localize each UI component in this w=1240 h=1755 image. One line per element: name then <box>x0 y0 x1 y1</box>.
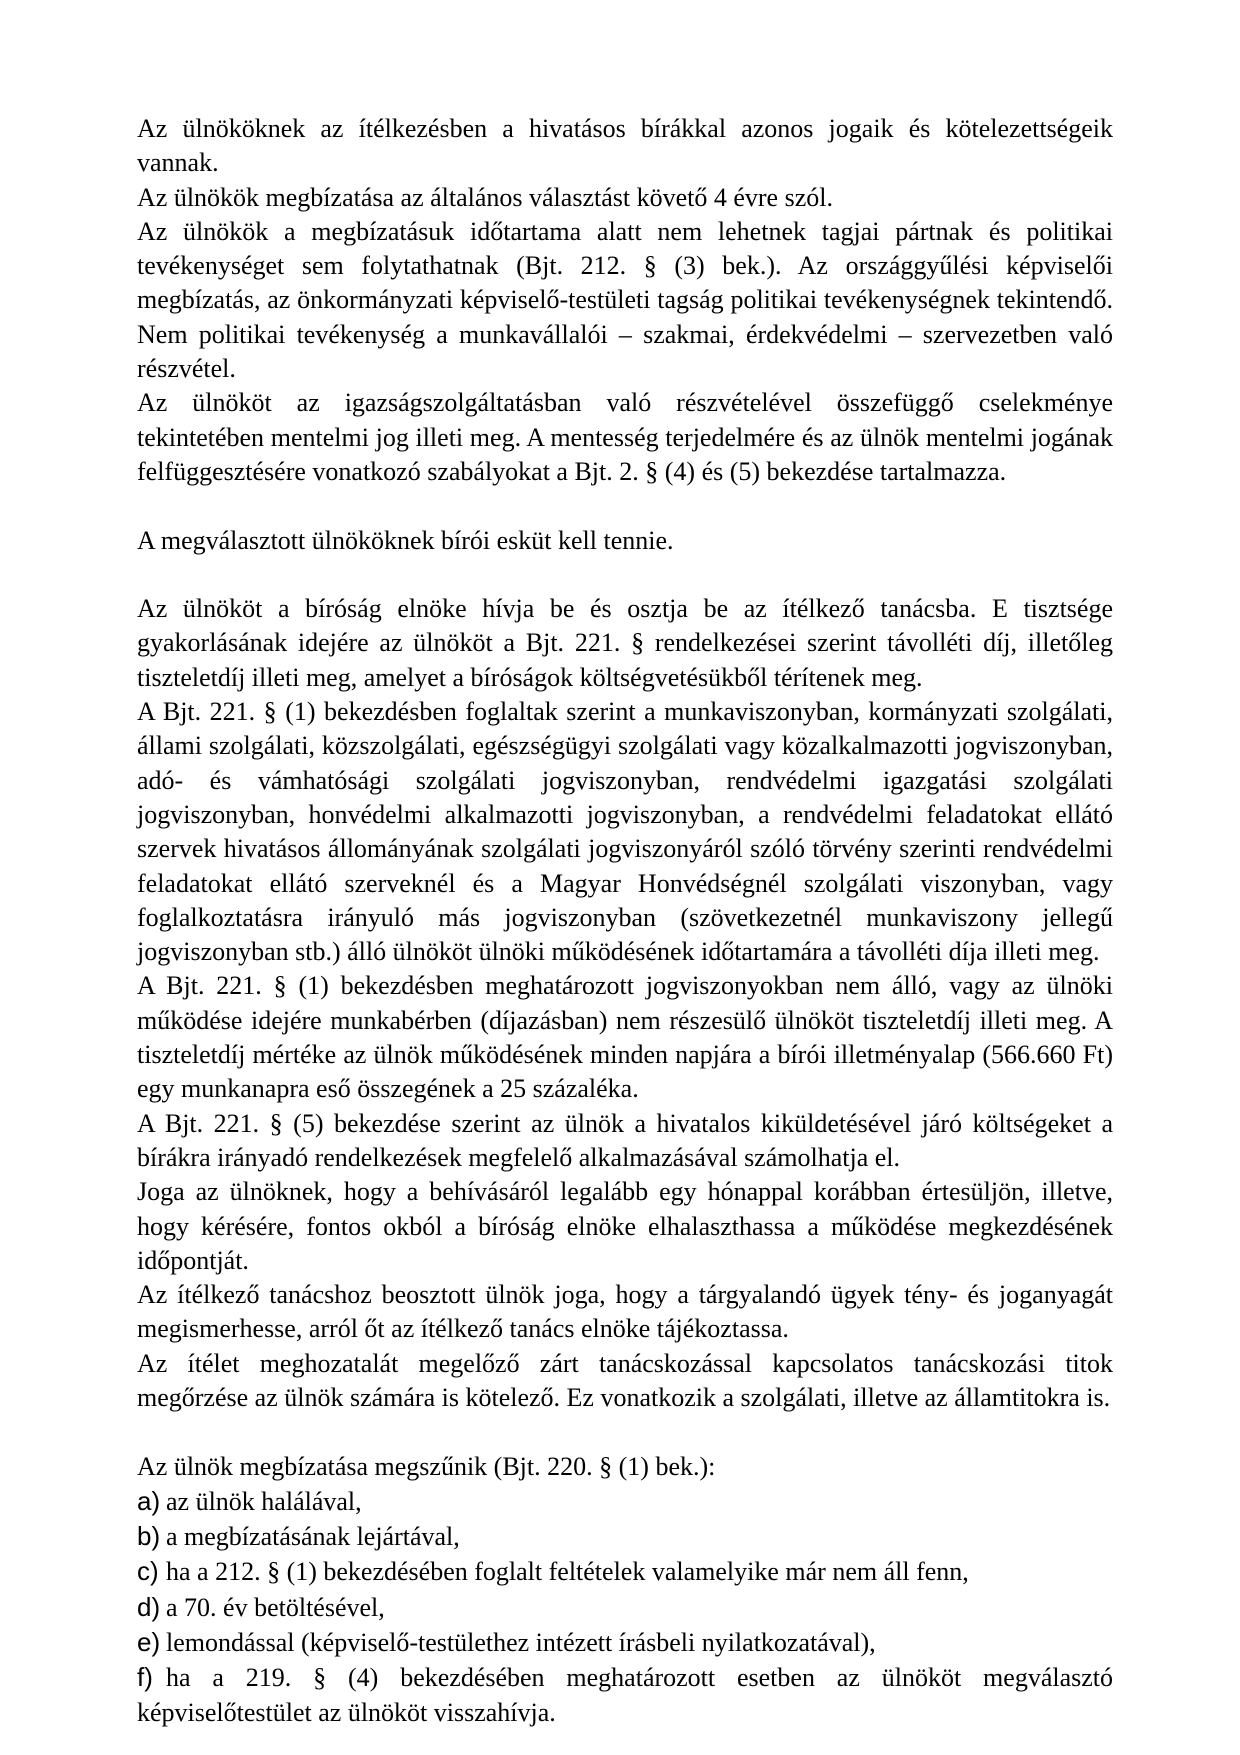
list-marker: f) <box>137 1662 153 1693</box>
blank-line <box>137 1415 1113 1449</box>
list-item <box>137 1484 1113 1519</box>
paragraph-case-information: Az ítélkező tanácshoz beosztott ülnök joga, hogy a tárgyalandó ügyek tény- és joganyagát megismerhesse, arról őt az ítélkező tanács elnöke tájékoztassa. <box>137 1280 1113 1344</box>
paragraph-mandate-termination-intro: Az ülnök megbízatása megszűnik (Bjt. 220. § (1) bek.): <box>137 1451 716 1481</box>
list-item <box>137 1590 1113 1625</box>
list-marker: d) <box>137 1591 161 1622</box>
paragraph-oath: A megválasztott ülnököknek bírói esküt kell tennie. <box>137 525 674 555</box>
list-marker: c) <box>137 1556 159 1587</box>
list-item <box>137 1625 1113 1660</box>
list-item <box>137 1660 1113 1730</box>
list-marker: a) <box>137 1485 161 1516</box>
list-marker: e) <box>137 1627 161 1658</box>
list-item-text: az ülnök halálával, <box>166 1486 362 1516</box>
list-item-text: ha a 212. § (1) bekezdésében foglalt feltételek valamelyike már nem áll fenn, <box>166 1557 969 1587</box>
paragraph-employment-relations: A Bjt. 221. § (1) bekezdésben foglaltak szerint a munkaviszonyban, kormányzati szolgálati, állami szolgálati, közszolgálati, egészségügyi szolgálati vagy közalkalmazotti jogviszonyban, adó- és vámhatósági szolgálati jogviszonyban, rendvédelmi igazgatási szolgálati jogviszonyban, honvédelmi alkalmazotti jogviszonyban, a rendvédelmi feladatokat ellátó szervek hivatásos állományának szolgálati jogviszonyáról szóló törvény szerinti rendvédelmi feladatokat ellátó szerveknél és a Magyar Honvédségnél szolgálati viszonyban, vagy foglalkoztatásra irányuló más jogviszonyban (szövetkezetnél munkaviszony jellegű jogviszonyban stb.) álló ülnököt ülnöki működésének időtartamára a távolléti díja illeti meg. <box>137 697 1113 967</box>
blank-line <box>137 489 1113 523</box>
list-item-text: a 70. év betöltésével, <box>166 1592 385 1622</box>
paragraph-notice-right: Joga az ülnöknek, hogy a behívásáról legalább egy hónappal korábban értesüljön, illetve, hogy kérésére, fontos okból a bíróság elnöke elhalaszthassa a működése megkezdésének időpontját. <box>137 1177 1113 1275</box>
list-item-text: a megbízatásának lejártával, <box>166 1522 460 1552</box>
paragraph-assignment: Az ülnököt a bíróság elnöke hívja be és osztja be az ítélkező tanácsba. E tisztsége gyakorlásának idejére az ülnököt a Bjt. 221. § rendelkezései szerint távolléti díj, illetőleg tiszteletdíj illeti meg, amelyet a bíróságok költségvetésükből térítenek meg. <box>137 594 1113 692</box>
blank-line <box>137 558 1113 592</box>
list-item-text: lemondással (képviselő-testülethez intézett írásbeli nyilatkozatával), <box>166 1628 876 1658</box>
paragraph-term: Az ülnökök megbízatása az általános választást követő 4 évre szól. <box>137 182 833 212</box>
list-item <box>137 1519 1113 1554</box>
paragraph-immunity: Az ülnököt az igazságszolgáltatásban való részvételével összefüggő cselekménye tekintetében mentelmi jog illeti meg. A mentesség terjedelmére és az ülnök mentelmi jogának felfüggesztésére vonatkozó szabályokat a Bjt. 2. § (4) és (5) bekezdése tartalmazza. <box>137 388 1113 486</box>
paragraph-secrecy: Az ítélet meghozatalát megelőző zárt tanácskozással kapcsolatos tanácskozási titok megőrzése az ülnök számára is kötelező. Ez vonatkozik a szolgálati, illetve az államtitokra is. <box>137 1348 1113 1412</box>
paragraph-political-activity: Az ülnökök a megbízatásuk időtartama alatt nem lehetnek tagjai pártnak és politikai tevékenységet sem folytathatnak (Bjt. 212. § (3) bek.). Az országgyűlési képviselői megbízatás, az önkormányzati képviselő-testületi tagság politikai tevékenységnek tekintendő. Nem politikai tevékenység a munkavállalói – szakmai, érdekvédelmi – szervezetben való részvétel. <box>137 216 1113 384</box>
list-marker: b) <box>137 1521 161 1552</box>
paragraph-travel-expenses: A Bjt. 221. § (5) bekezdése szerint az ülnök a hivatalos kiküldetésével járó költségeket a bírákra irányadó rendelkezések megfelelő alkalmazásával számolhatja el. <box>137 1108 1113 1172</box>
paragraph-rights: Az ülnököknek az ítélkezésben a hivatásos bírákkal azonos jogaik és kötelezettségeik vannak. <box>137 114 1113 178</box>
list-item <box>137 1554 1113 1589</box>
list-item-text: ha a 219. § (4) bekezdésében meghatározott esetben az ülnököt megválasztó képviselőtestület az ülnököt visszahívja. <box>137 1663 1113 1727</box>
paragraph-honorarium: A Bjt. 221. § (1) bekezdésben meghatározott jogviszonyokban nem álló, vagy az ülnöki működése idejére munkabérben (díjazásban) nem részesülő ülnököt tiszteletdíj illeti meg. A tiszteletdíj mértéke az ülnök működésének minden napjára a bírói illetményalap (566.660 Ft) egy munkanapra eső összegének a 25 százaléka. <box>137 971 1113 1104</box>
